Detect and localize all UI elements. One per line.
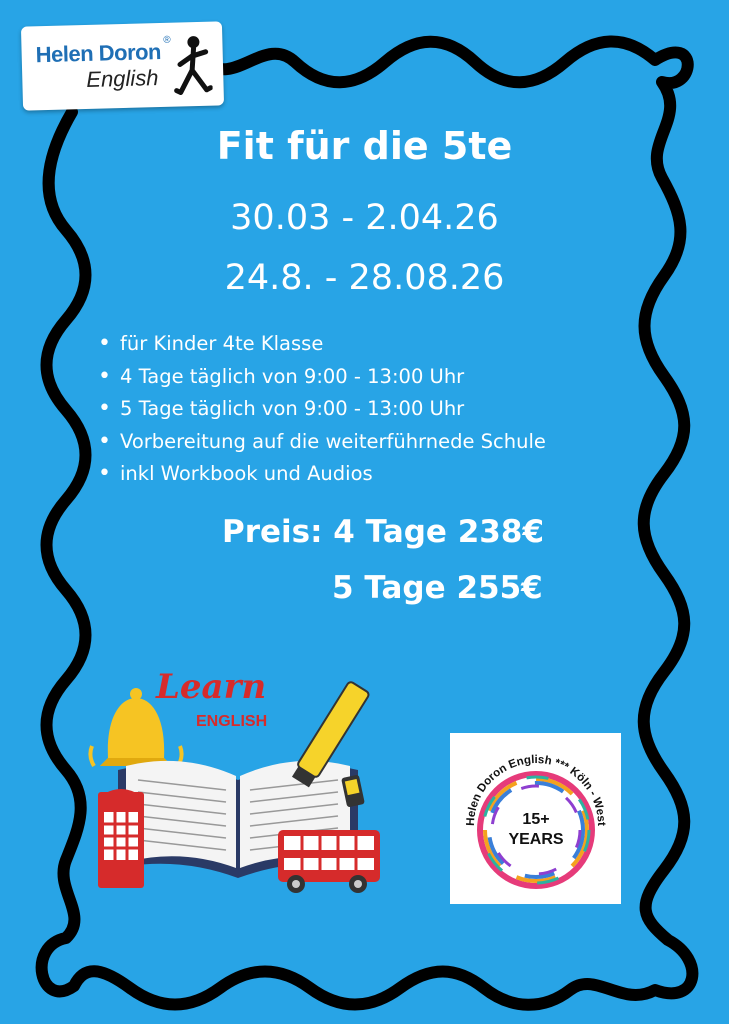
list-item: • 5 Tage täglich von 9:00 - 13:00 Uhr [98, 395, 546, 428]
double-decker-bus-icon [278, 830, 380, 893]
feature-list [98, 330, 546, 493]
helen-doron-logo [21, 21, 224, 110]
learn-english-illustration [88, 668, 388, 898]
badge-years: YEARS [508, 831, 564, 848]
list-item: • Vorbereitung auf die weiterführnede Schule [98, 428, 546, 461]
list-item: • inkl Workbook und Audios [98, 460, 546, 493]
logo-name-line1: Helen Doron [35, 38, 162, 68]
badge-ring-text: Helen Doron English *** Köln - West [464, 753, 608, 827]
telephone-box-icon [98, 789, 144, 888]
badge-number: 15+ [522, 811, 550, 828]
price-line-1: Preis: 4 Tage 238€ [222, 514, 545, 550]
anniversary-badge [450, 733, 621, 904]
list-item: • für Kinder 4te Klasse [98, 330, 546, 363]
date-range-1: 30.03 - 2.04.26 [230, 198, 499, 238]
page-title: Fit für die 5te [216, 124, 513, 168]
learn-word: Learn [156, 668, 267, 707]
price-line-2: 5 Tage 255€ [332, 570, 543, 606]
walking-figure-icon [171, 34, 213, 97]
date-range-2: 24.8. - 28.08.26 [224, 258, 505, 298]
list-item: • 4 Tage täglich von 9:00 - 13:00 Uhr [98, 363, 546, 396]
badge-ring-graphic [450, 733, 621, 904]
logo-name-line2: English [86, 65, 159, 92]
logo-registered-mark: ® [163, 34, 171, 46]
english-word: ENGLISH [196, 713, 268, 730]
